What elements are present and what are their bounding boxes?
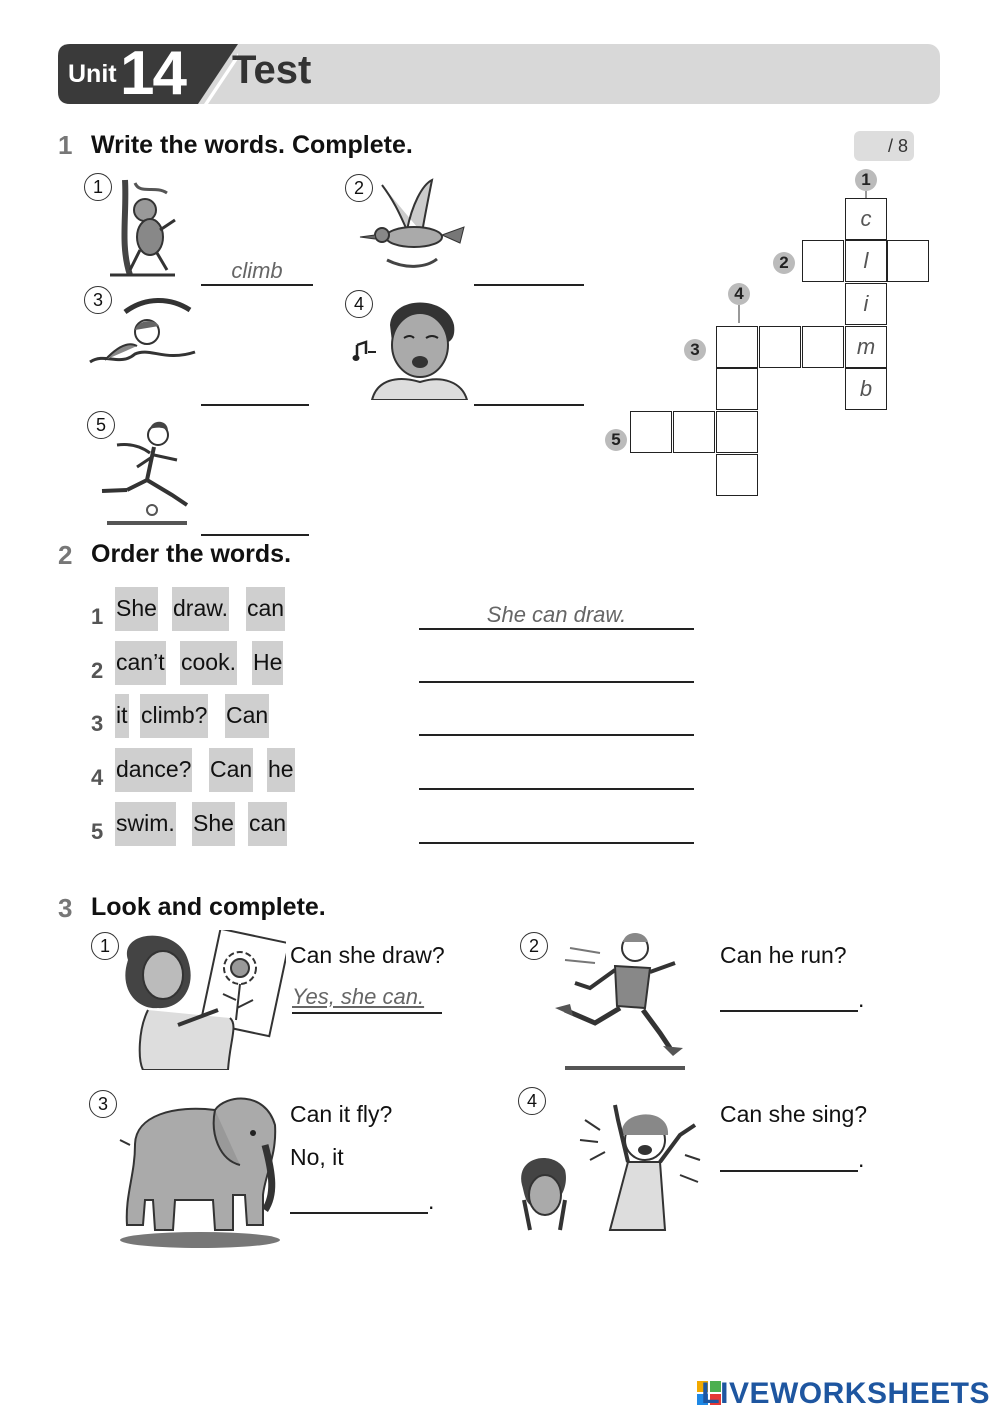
answer-line[interactable] bbox=[290, 1188, 428, 1214]
word-tile[interactable]: he bbox=[267, 748, 295, 792]
crossword-cell[interactable] bbox=[759, 326, 801, 368]
section-1-number: 1 bbox=[58, 130, 73, 160]
girl-running-picture bbox=[92, 415, 202, 530]
example-answer: Yes, she can. bbox=[292, 984, 425, 1009]
footer-brand[interactable]: LIVEWORKSHEETS bbox=[701, 1377, 990, 1410]
crossword-cell[interactable] bbox=[887, 240, 929, 282]
word-tile[interactable]: can bbox=[246, 587, 285, 631]
order-answer-line[interactable] bbox=[419, 758, 694, 790]
crossword-cell[interactable] bbox=[673, 411, 715, 453]
item-number: 3 bbox=[89, 1090, 117, 1118]
crossword-cell[interactable]: c bbox=[845, 198, 887, 240]
order-item-number: 5 bbox=[91, 819, 104, 844]
item-number: 2 bbox=[345, 174, 373, 202]
section-2-number: 2 bbox=[58, 540, 73, 570]
answer-period: . bbox=[858, 986, 865, 1012]
question-text: Can she sing? bbox=[720, 1101, 868, 1127]
girl-singing-picture bbox=[510, 1100, 710, 1245]
word-tile[interactable]: can bbox=[248, 802, 287, 846]
word-tile[interactable]: She bbox=[115, 587, 158, 631]
answer-line[interactable] bbox=[201, 380, 309, 406]
word-tile[interactable]: dance? bbox=[115, 748, 192, 792]
answer-line[interactable] bbox=[474, 380, 584, 406]
item-number: 4 bbox=[345, 290, 373, 318]
example-answer: She can draw. bbox=[486, 602, 627, 627]
item-number: 1 bbox=[91, 932, 119, 960]
item-number: 4 bbox=[518, 1087, 546, 1115]
item-number: 2 bbox=[520, 932, 548, 960]
crossword-cell[interactable] bbox=[716, 368, 758, 410]
order-answer-line[interactable] bbox=[419, 598, 694, 630]
page-title: Test bbox=[232, 48, 312, 92]
crossword-cell[interactable] bbox=[630, 411, 672, 453]
boy-running-picture bbox=[545, 928, 695, 1073]
order-item-number: 3 bbox=[91, 711, 104, 736]
section-3-title: Look and complete. bbox=[91, 893, 326, 921]
clue-arrow bbox=[738, 305, 740, 323]
unit-label: Unit bbox=[68, 60, 117, 88]
crossword-cell[interactable]: m bbox=[845, 326, 887, 368]
answer-period: . bbox=[858, 1146, 865, 1172]
order-answer-line[interactable] bbox=[419, 704, 694, 736]
answer-line[interactable] bbox=[201, 510, 309, 536]
crossword-clue-number: 2 bbox=[773, 252, 795, 274]
answer-prompt: No, it bbox=[290, 1144, 344, 1170]
word-tile[interactable]: it bbox=[115, 694, 129, 738]
word-tile[interactable]: Can bbox=[209, 748, 253, 792]
order-item-number: 1 bbox=[91, 604, 104, 629]
crossword-cell[interactable]: i bbox=[845, 283, 887, 325]
word-tile[interactable]: can’t bbox=[115, 641, 166, 685]
crossword-cell[interactable] bbox=[716, 326, 758, 368]
answer-line[interactable] bbox=[720, 986, 858, 1012]
answer-line[interactable] bbox=[720, 1146, 858, 1172]
item-number: 3 bbox=[84, 286, 112, 314]
question-text: Can it fly? bbox=[290, 1101, 393, 1127]
answer-line[interactable] bbox=[292, 984, 442, 1014]
item-number: 1 bbox=[84, 173, 112, 201]
unit-number: 14 bbox=[120, 39, 185, 108]
crossword-cell[interactable] bbox=[802, 326, 844, 368]
section-1-title: Write the words. Complete. bbox=[91, 131, 413, 159]
order-answer-line[interactable] bbox=[419, 812, 694, 844]
order-answer-line[interactable] bbox=[419, 651, 694, 683]
word-tile[interactable]: He bbox=[252, 641, 283, 685]
score-box: / 8 bbox=[854, 131, 914, 161]
question-text: Can she draw? bbox=[290, 942, 445, 968]
girl-drawing-picture bbox=[118, 930, 286, 1070]
swimming-picture bbox=[85, 292, 200, 372]
crossword-clue-number: 5 bbox=[605, 429, 627, 451]
crossword-cell[interactable]: l bbox=[845, 240, 887, 282]
word-tile[interactable]: draw. bbox=[172, 587, 229, 631]
item-number: 5 bbox=[87, 411, 115, 439]
crossword-cell[interactable]: b bbox=[845, 368, 887, 410]
bird-flying-picture bbox=[352, 175, 472, 275]
word-tile[interactable]: climb? bbox=[140, 694, 208, 738]
question-text: Can he run? bbox=[720, 942, 847, 968]
order-item-number: 2 bbox=[91, 658, 104, 683]
section-2-title: Order the words. bbox=[91, 540, 292, 568]
order-item-number: 4 bbox=[91, 765, 104, 790]
word-tile[interactable]: Can bbox=[225, 694, 269, 738]
crossword-clue-number: 1 bbox=[855, 169, 877, 191]
section-3-number: 3 bbox=[58, 893, 73, 923]
answer-line[interactable] bbox=[201, 258, 313, 286]
crossword-cell[interactable] bbox=[716, 454, 758, 496]
man-singing-picture bbox=[352, 290, 470, 400]
answer-line[interactable] bbox=[474, 258, 584, 286]
crossword-cell[interactable] bbox=[716, 411, 758, 453]
word-tile[interactable]: She bbox=[192, 802, 235, 846]
example-answer: climb bbox=[231, 258, 283, 283]
word-tile[interactable]: cook. bbox=[180, 641, 237, 685]
crossword-cell[interactable] bbox=[802, 240, 844, 282]
word-tile[interactable]: swim. bbox=[115, 802, 176, 846]
elephant-picture bbox=[115, 1085, 285, 1250]
crossword-clue-number: 3 bbox=[684, 339, 706, 361]
crossword bbox=[600, 165, 940, 505]
monkey-climbing-picture bbox=[105, 175, 185, 280]
crossword-clue-number: 4 bbox=[728, 283, 750, 305]
answer-period: . bbox=[428, 1188, 435, 1214]
